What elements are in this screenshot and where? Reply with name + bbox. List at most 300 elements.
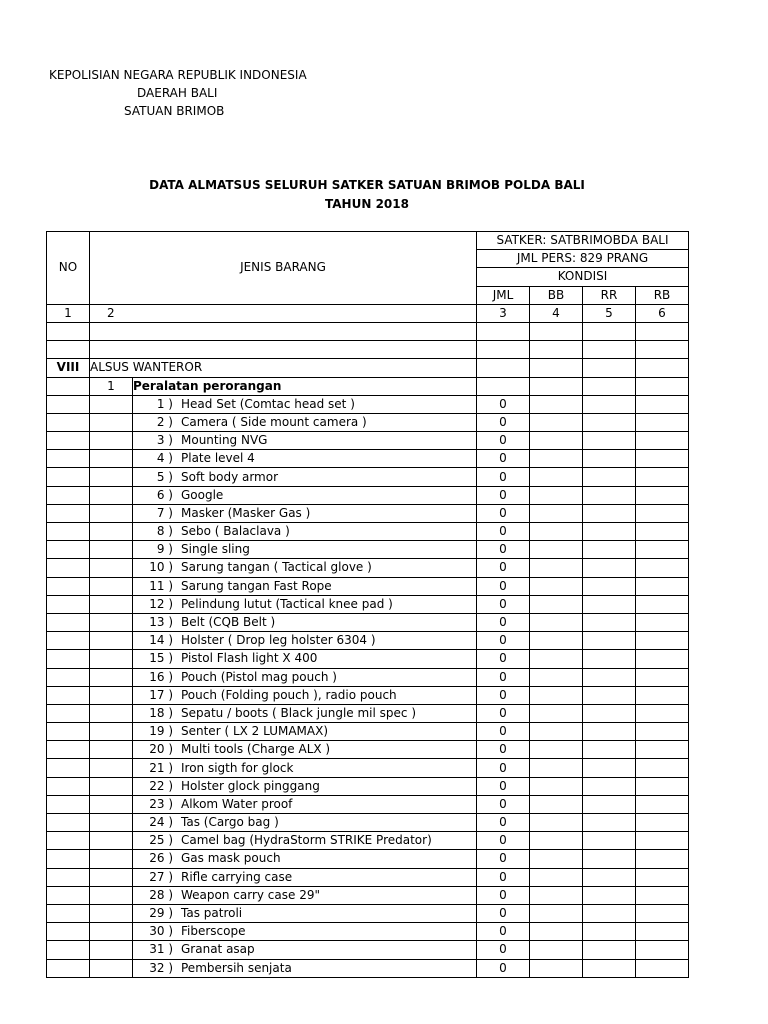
table-row	[47, 759, 689, 777]
item-rb	[636, 777, 689, 795]
item-jml: 0	[477, 541, 530, 559]
col-number: 5	[583, 304, 636, 322]
item-name: Tas patroli	[181, 906, 243, 921]
item-name: Head Set (Comtac head set )	[181, 396, 355, 411]
item-bb	[530, 850, 583, 868]
item-rb	[636, 613, 689, 631]
row-spacer-cell	[90, 504, 133, 522]
item-rb	[636, 723, 689, 741]
item-rr	[583, 541, 636, 559]
item-name: Holster ( Drop leg holster 6304 )	[181, 633, 376, 648]
item-rr	[583, 959, 636, 977]
item-bb	[530, 504, 583, 522]
item-rb	[636, 450, 689, 468]
item-cell	[133, 650, 477, 668]
item-bb	[530, 941, 583, 959]
row-no-cell	[47, 650, 90, 668]
item-bb	[530, 923, 583, 941]
item-jml: 0	[477, 413, 530, 431]
jml-pers-header: JML PERS: 829 PRANG	[477, 250, 689, 268]
item-rr	[583, 523, 636, 541]
item-number: 21 )	[149, 760, 173, 775]
item-name: Sarung tangan Fast Rope	[181, 578, 332, 593]
item-cell	[133, 613, 477, 631]
row-no-cell	[47, 559, 90, 577]
item-cell	[133, 450, 477, 468]
item-jml: 0	[477, 486, 530, 504]
item-name: Pelindung lutut (Tactical knee pad )	[181, 596, 393, 611]
inventory-table	[46, 231, 689, 978]
row-spacer-cell	[90, 450, 133, 468]
item-rr	[583, 904, 636, 922]
item-name: Weapon carry case 29"	[181, 887, 320, 902]
item-number: 8 )	[156, 524, 173, 539]
row-no-cell	[47, 723, 90, 741]
row-no-cell	[47, 886, 90, 904]
row-spacer-cell	[90, 795, 133, 813]
item-jml: 0	[477, 832, 530, 850]
item-rb	[636, 868, 689, 886]
item-name: Soft body armor	[181, 469, 279, 484]
item-rr	[583, 777, 636, 795]
item-bb	[530, 868, 583, 886]
item-bb	[530, 795, 583, 813]
item-rb	[636, 486, 689, 504]
row-spacer-cell	[90, 814, 133, 832]
item-number: 16 )	[149, 669, 173, 684]
item-jml: 0	[477, 650, 530, 668]
item-rr	[583, 668, 636, 686]
row-no-cell	[47, 868, 90, 886]
item-bb	[530, 650, 583, 668]
item-rr	[583, 814, 636, 832]
header-org: KEPOLISIAN NEGARA REPUBLIK INDONESIA	[49, 68, 307, 82]
table-row	[47, 868, 689, 886]
item-name: Alkom Water proof	[181, 796, 293, 811]
table-row	[47, 468, 689, 486]
col-jenis-header: JENIS BARANG	[90, 232, 477, 305]
row-spacer-cell	[90, 486, 133, 504]
item-bb	[530, 777, 583, 795]
item-rb	[636, 413, 689, 431]
table-row	[47, 686, 689, 704]
row-spacer-cell	[90, 850, 133, 868]
item-bb	[530, 668, 583, 686]
table-row	[47, 613, 689, 631]
col-number: 2	[90, 304, 477, 322]
header-region: DAERAH BALI	[137, 86, 218, 100]
sub-header-rr: RR	[583, 286, 636, 304]
blank-row	[47, 322, 689, 340]
item-number: 3 )	[156, 433, 173, 448]
item-rb	[636, 577, 689, 595]
item-rb	[636, 886, 689, 904]
item-cell	[133, 868, 477, 886]
item-cell	[133, 632, 477, 650]
item-bb	[530, 523, 583, 541]
item-jml: 0	[477, 777, 530, 795]
row-no-cell	[47, 941, 90, 959]
item-name: Masker (Masker Gas )	[181, 505, 311, 520]
table-row	[47, 577, 689, 595]
item-bb	[530, 759, 583, 777]
item-cell	[133, 668, 477, 686]
row-spacer-cell	[90, 759, 133, 777]
table-row	[47, 432, 689, 450]
item-rb	[636, 959, 689, 977]
item-rr	[583, 941, 636, 959]
row-spacer-cell	[90, 959, 133, 977]
item-bb	[530, 832, 583, 850]
item-rb	[636, 941, 689, 959]
row-no-cell	[47, 904, 90, 922]
item-jml: 0	[477, 868, 530, 886]
document-title: DATA ALMATSUS SELURUH SATKER SATUAN BRIMOB POLDA BALI	[149, 178, 585, 192]
item-bb	[530, 741, 583, 759]
col-number: 4	[530, 304, 583, 322]
item-cell	[133, 886, 477, 904]
row-no-cell	[47, 832, 90, 850]
item-jml: 0	[477, 814, 530, 832]
item-rb	[636, 923, 689, 941]
row-no-cell	[47, 741, 90, 759]
header-unit: SATUAN BRIMOB	[124, 104, 225, 118]
item-bb	[530, 577, 583, 595]
item-number: 29 )	[149, 906, 173, 921]
item-number: 2 )	[156, 414, 173, 429]
item-rr	[583, 577, 636, 595]
item-number: 4 )	[156, 451, 173, 466]
item-name: Single sling	[181, 542, 250, 557]
kondisi-header: KONDISI	[477, 268, 689, 286]
item-jml: 0	[477, 686, 530, 704]
item-cell	[133, 541, 477, 559]
item-cell	[133, 686, 477, 704]
item-jml: 0	[477, 632, 530, 650]
item-name: Senter ( LX 2 LUMAMAX)	[181, 724, 329, 739]
group-label: Peralatan perorangan	[133, 377, 477, 395]
row-spacer-cell	[90, 541, 133, 559]
table-row	[47, 777, 689, 795]
item-cell	[133, 759, 477, 777]
item-cell	[133, 777, 477, 795]
item-rb	[636, 541, 689, 559]
item-number: 7 )	[156, 505, 173, 520]
item-rr	[583, 850, 636, 868]
row-spacer-cell	[90, 832, 133, 850]
col-number: 3	[477, 304, 530, 322]
item-rb	[636, 795, 689, 813]
row-spacer-cell	[90, 650, 133, 668]
table-row	[47, 704, 689, 722]
item-name: Pouch (Folding pouch ), radio pouch	[181, 687, 397, 702]
item-cell	[133, 504, 477, 522]
item-rb	[636, 650, 689, 668]
row-spacer-cell	[90, 613, 133, 631]
item-cell	[133, 468, 477, 486]
item-rr	[583, 395, 636, 413]
item-jml: 0	[477, 741, 530, 759]
item-name: Holster glock pinggang	[181, 778, 320, 793]
item-number: 27 )	[149, 869, 173, 884]
item-rr	[583, 741, 636, 759]
row-no-cell	[47, 613, 90, 631]
item-name: Multi tools (Charge ALX )	[181, 742, 331, 757]
table-row	[47, 504, 689, 522]
group-row	[47, 377, 689, 395]
item-name: Google	[181, 487, 224, 502]
item-number: 9 )	[156, 542, 173, 557]
item-rb	[636, 814, 689, 832]
table-row	[47, 832, 689, 850]
item-rb	[636, 904, 689, 922]
item-rr	[583, 868, 636, 886]
section-number: VIII	[47, 359, 90, 377]
item-bb	[530, 559, 583, 577]
item-bb	[530, 595, 583, 613]
table-row	[47, 541, 689, 559]
row-spacer-cell	[90, 668, 133, 686]
item-name: Tas (Cargo bag )	[181, 815, 279, 830]
item-number: 19 )	[149, 724, 173, 739]
row-spacer-cell	[90, 904, 133, 922]
header-row-satker	[47, 232, 689, 250]
item-cell	[133, 941, 477, 959]
row-no-cell	[47, 668, 90, 686]
item-rb	[636, 832, 689, 850]
item-name: Pistol Flash light X 400	[181, 651, 318, 666]
section-row	[47, 359, 689, 377]
item-cell	[133, 486, 477, 504]
item-bb	[530, 723, 583, 741]
row-no-cell	[47, 814, 90, 832]
item-bb	[530, 541, 583, 559]
item-bb	[530, 814, 583, 832]
item-name: Pouch (Pistol mag pouch )	[181, 669, 337, 684]
row-no-cell	[47, 686, 90, 704]
row-no-cell	[47, 850, 90, 868]
row-no-cell	[47, 395, 90, 413]
blank-row	[47, 341, 689, 359]
row-no-cell	[47, 504, 90, 522]
item-name: Mounting NVG	[181, 433, 268, 448]
item-number: 28 )	[149, 887, 173, 902]
row-spacer-cell	[90, 686, 133, 704]
item-rr	[583, 632, 636, 650]
item-rb	[636, 668, 689, 686]
row-spacer-cell	[90, 632, 133, 650]
item-jml: 0	[477, 450, 530, 468]
item-cell	[133, 523, 477, 541]
row-spacer-cell	[90, 523, 133, 541]
row-spacer-cell	[90, 559, 133, 577]
item-name: Plate level 4	[181, 451, 255, 466]
item-cell	[133, 923, 477, 941]
row-no-cell	[47, 759, 90, 777]
row-spacer-cell	[90, 868, 133, 886]
row-no-cell	[47, 413, 90, 431]
item-bb	[530, 432, 583, 450]
item-bb	[530, 468, 583, 486]
table-row	[47, 650, 689, 668]
item-number: 23 )	[149, 796, 173, 811]
item-bb	[530, 704, 583, 722]
table-row	[47, 559, 689, 577]
row-no-cell	[47, 704, 90, 722]
item-bb	[530, 413, 583, 431]
item-name: Sepatu / boots ( Black jungle mil spec )	[181, 705, 417, 720]
item-jml: 0	[477, 613, 530, 631]
item-bb	[530, 613, 583, 631]
item-bb	[530, 959, 583, 977]
item-rr	[583, 559, 636, 577]
column-number-row	[47, 304, 689, 322]
row-no-cell	[47, 468, 90, 486]
item-number: 30 )	[149, 924, 173, 939]
row-spacer-cell	[90, 777, 133, 795]
item-jml: 0	[477, 523, 530, 541]
item-name: Belt (CQB Belt )	[181, 615, 276, 630]
item-rr	[583, 468, 636, 486]
item-name: Iron sigth for glock	[181, 760, 294, 775]
table-row	[47, 795, 689, 813]
item-cell	[133, 432, 477, 450]
item-number: 26 )	[149, 851, 173, 866]
item-jml: 0	[477, 595, 530, 613]
item-number: 31 )	[149, 942, 173, 957]
table-row	[47, 904, 689, 922]
item-name: Pembersih senjata	[181, 960, 292, 975]
item-rr	[583, 504, 636, 522]
item-bb	[530, 450, 583, 468]
item-cell	[133, 850, 477, 868]
item-cell	[133, 959, 477, 977]
item-rb	[636, 432, 689, 450]
item-cell	[133, 904, 477, 922]
item-rb	[636, 595, 689, 613]
item-number: 22 )	[149, 778, 173, 793]
item-cell	[133, 814, 477, 832]
item-rr	[583, 686, 636, 704]
sub-header-rb: RB	[636, 286, 689, 304]
item-jml: 0	[477, 923, 530, 941]
table-row	[47, 486, 689, 504]
item-rb	[636, 741, 689, 759]
satker-header: SATKER: SATBRIMOBDA BALI	[477, 232, 689, 250]
item-number: 12 )	[149, 596, 173, 611]
row-no-cell	[47, 795, 90, 813]
item-jml: 0	[477, 432, 530, 450]
item-bb	[530, 686, 583, 704]
row-no-cell	[47, 486, 90, 504]
table-row	[47, 723, 689, 741]
item-cell	[133, 395, 477, 413]
item-number: 18 )	[149, 705, 173, 720]
item-rr	[583, 795, 636, 813]
item-number: 10 )	[149, 560, 173, 575]
item-name: Rifle carrying case	[181, 869, 293, 884]
row-no-cell	[47, 595, 90, 613]
item-rb	[636, 559, 689, 577]
table-row	[47, 450, 689, 468]
item-jml: 0	[477, 668, 530, 686]
row-no-cell	[47, 523, 90, 541]
item-rb	[636, 704, 689, 722]
row-spacer-cell	[90, 941, 133, 959]
item-rr	[583, 923, 636, 941]
item-bb	[530, 632, 583, 650]
row-spacer-cell	[90, 413, 133, 431]
row-spacer-cell	[90, 741, 133, 759]
item-jml: 0	[477, 395, 530, 413]
item-rr	[583, 595, 636, 613]
item-number: 24 )	[149, 815, 173, 830]
item-jml: 0	[477, 904, 530, 922]
item-name: Camera ( Side mount camera )	[181, 414, 367, 429]
item-jml: 0	[477, 577, 530, 595]
table-row	[47, 395, 689, 413]
item-rr	[583, 650, 636, 668]
item-rb	[636, 632, 689, 650]
item-number: 13 )	[149, 615, 173, 630]
item-jml: 0	[477, 795, 530, 813]
item-bb	[530, 395, 583, 413]
row-spacer-cell	[90, 595, 133, 613]
table-row	[47, 595, 689, 613]
row-spacer-cell	[90, 395, 133, 413]
item-rb	[636, 759, 689, 777]
item-jml: 0	[477, 959, 530, 977]
item-jml: 0	[477, 723, 530, 741]
item-rb	[636, 395, 689, 413]
item-rb	[636, 468, 689, 486]
item-rb	[636, 686, 689, 704]
item-jml: 0	[477, 704, 530, 722]
row-no-cell	[47, 777, 90, 795]
table-row	[47, 923, 689, 941]
item-jml: 0	[477, 886, 530, 904]
item-cell	[133, 559, 477, 577]
item-rr	[583, 723, 636, 741]
row-spacer-cell	[90, 704, 133, 722]
item-number: 6 )	[156, 487, 173, 502]
item-jml: 0	[477, 850, 530, 868]
row-spacer-cell	[90, 923, 133, 941]
item-number: 20 )	[149, 742, 173, 757]
item-cell	[133, 832, 477, 850]
item-jml: 0	[477, 468, 530, 486]
item-rr	[583, 704, 636, 722]
row-spacer-cell	[90, 432, 133, 450]
item-name: Gas mask pouch	[181, 851, 281, 866]
row-no-cell	[47, 959, 90, 977]
table-row	[47, 941, 689, 959]
table-row	[47, 814, 689, 832]
item-name: Sebo ( Balaclava )	[181, 524, 290, 539]
item-cell	[133, 795, 477, 813]
item-name: Granat asap	[181, 942, 255, 957]
row-spacer-cell	[90, 723, 133, 741]
item-bb	[530, 886, 583, 904]
table-row	[47, 413, 689, 431]
item-number: 14 )	[149, 633, 173, 648]
item-jml: 0	[477, 559, 530, 577]
item-name: Camel bag (HydraStorm STRIKE Predator)	[181, 833, 432, 848]
item-number: 11 )	[149, 578, 173, 593]
item-number: 32 )	[149, 960, 173, 975]
row-no-cell	[47, 923, 90, 941]
item-rb	[636, 504, 689, 522]
